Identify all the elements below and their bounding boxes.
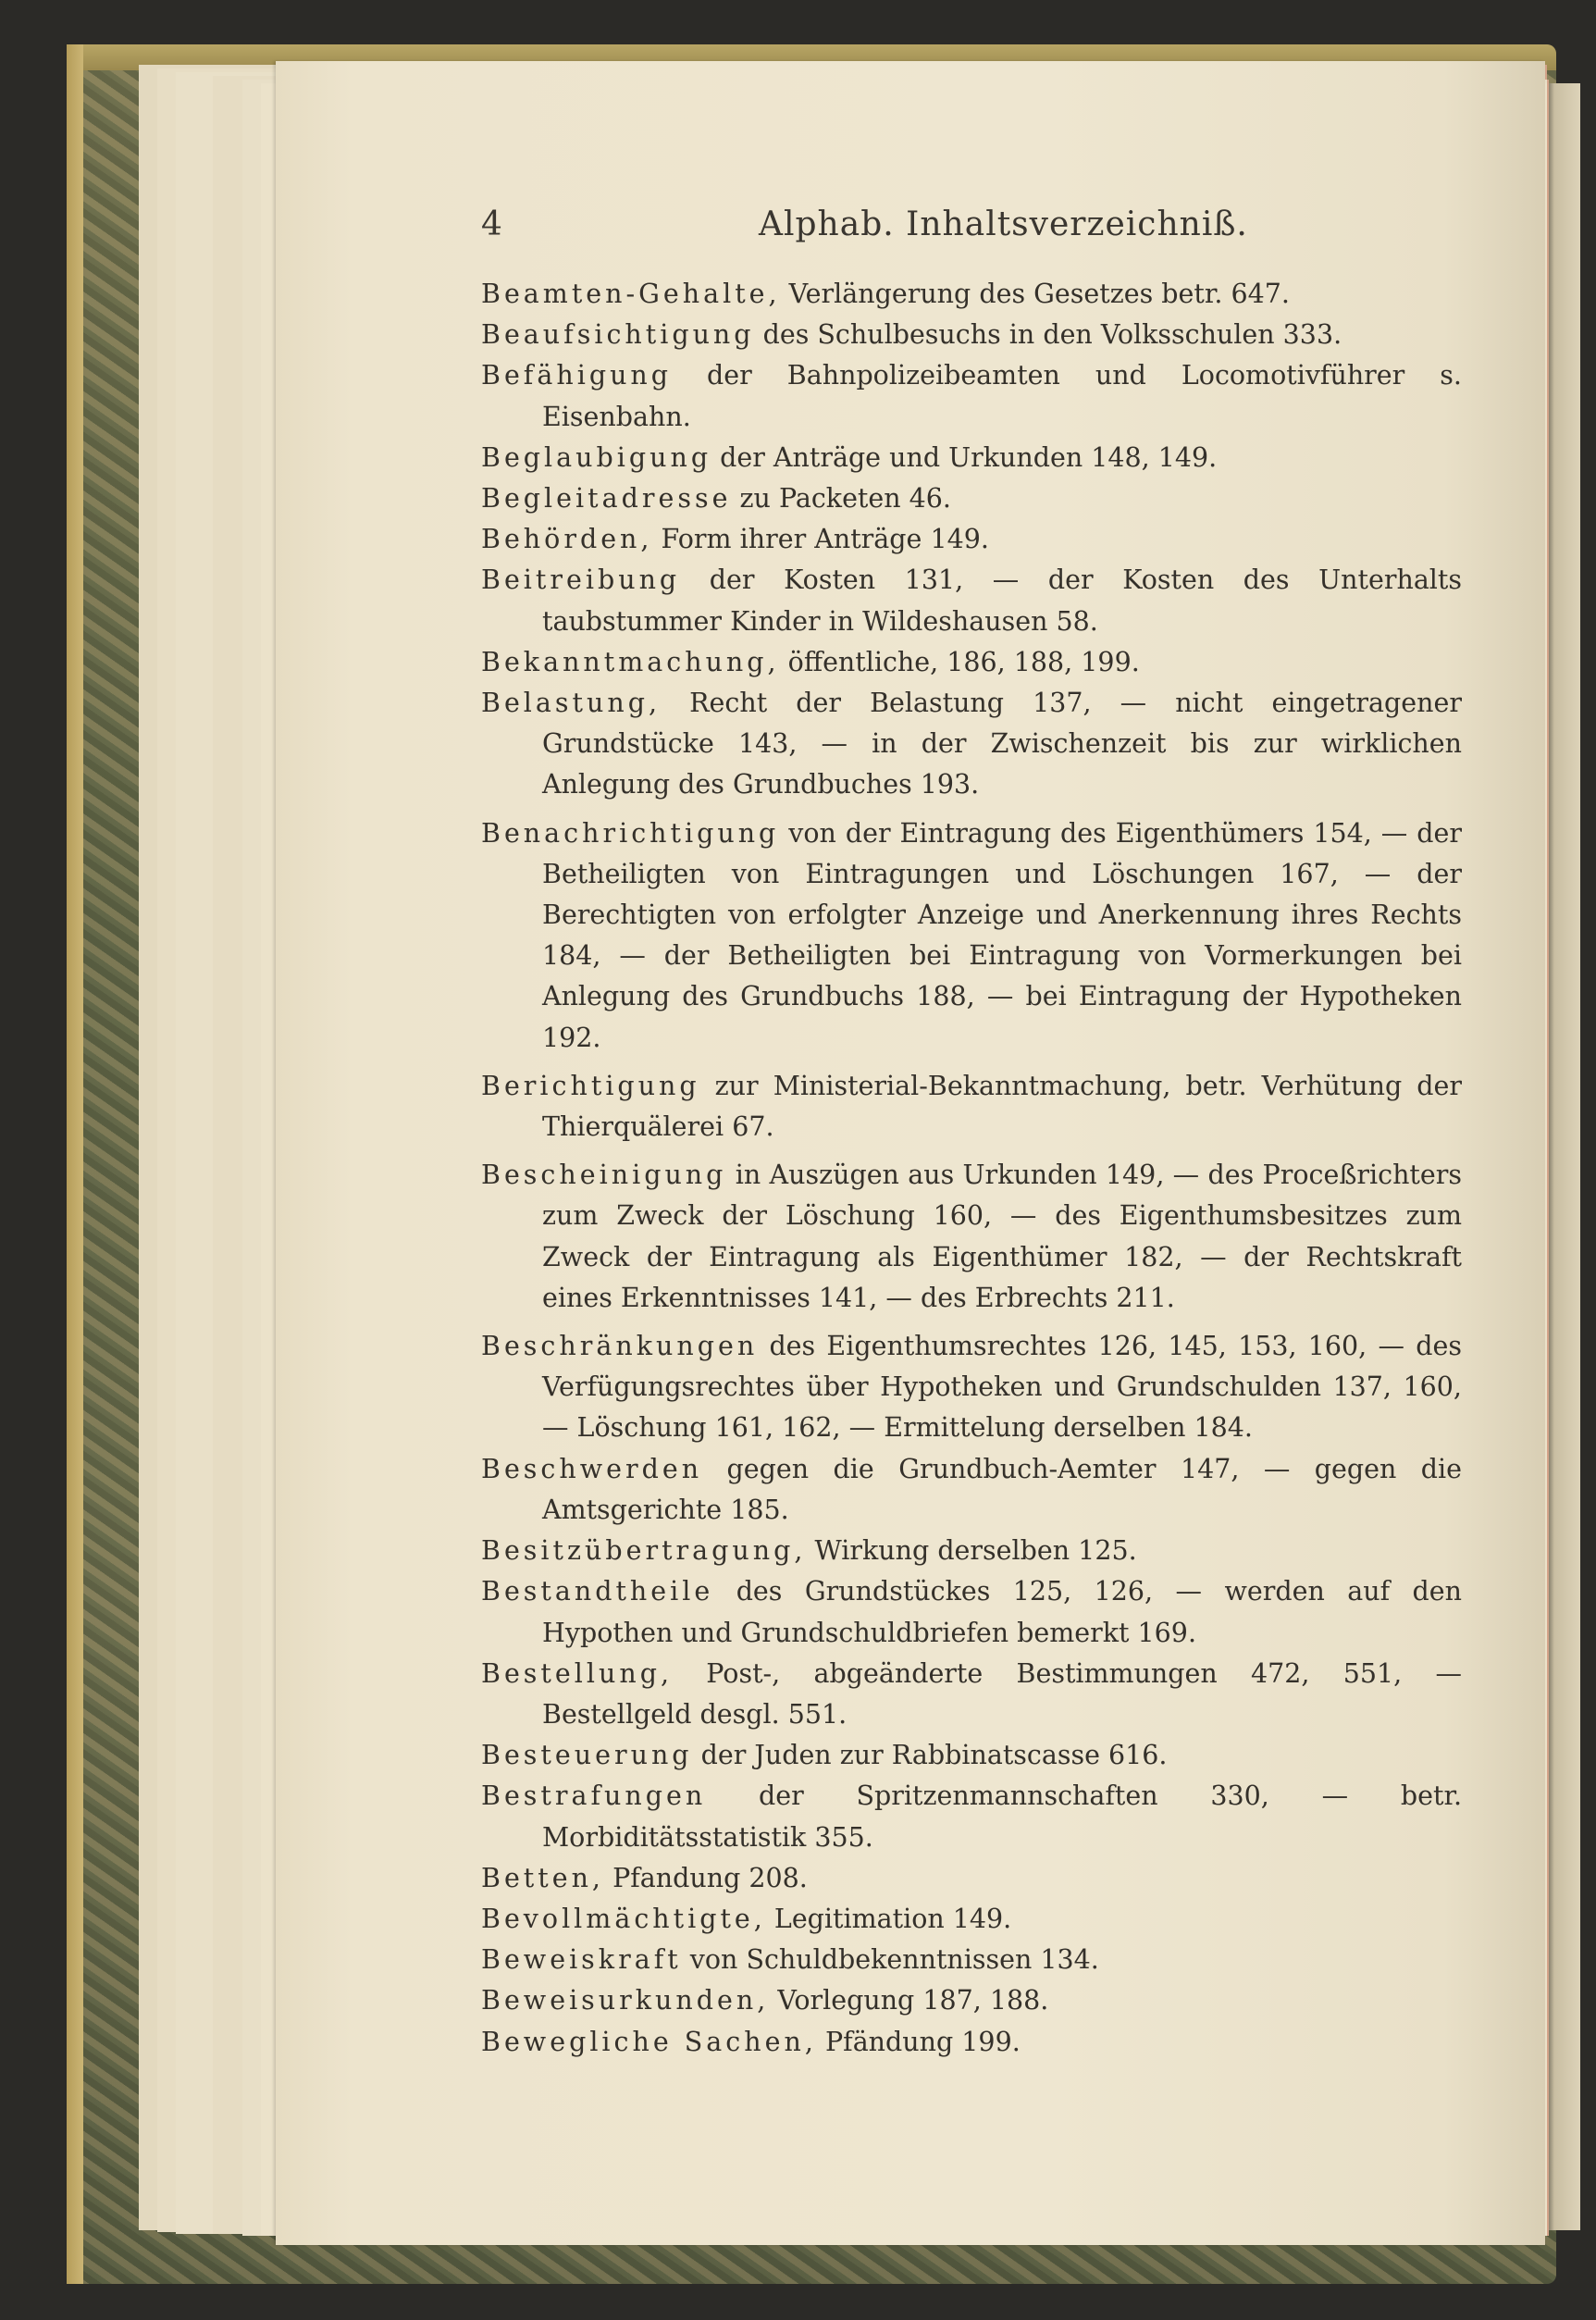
index-entry <box>481 1449 1462 1531</box>
index-entry <box>481 355 1462 437</box>
index-entry <box>481 1531 1462 1571</box>
index-entry <box>481 683 1462 806</box>
entry-keyword: Beamten-Gehalte, <box>481 279 781 309</box>
index-entry <box>481 1776 1462 1857</box>
entry-text: Verlängerung des Gesetzes betr. 647. <box>788 279 1290 309</box>
entry-keyword: Bestrafungen <box>481 1780 707 1812</box>
index-entry <box>481 560 1462 641</box>
entry-keyword: Bestandtheile <box>481 1576 714 1607</box>
entry-text: in Auszügen aus Urkunden 149, — des Proceßrichters zum Zweck der Löschung 160, — des Eigenthumsbesitzes zum Zweck der Eintragung als Eigenthümer 182, — der Rechtskraft eines Erkenntnisses 141, — des Erbrechts 211. <box>542 1160 1462 1313</box>
index-entry <box>481 1326 1462 1449</box>
entry-keyword: Beweiskraft <box>481 1944 682 1976</box>
running-title: Alphab. Inhaltsverzeichniß. <box>759 205 1248 243</box>
entry-keyword: Benachrichtigung <box>481 817 780 849</box>
entry-keyword: Betten, <box>481 1862 604 1893</box>
entry-text: der Juden zur Rabbinatscasse 616. <box>700 1740 1168 1771</box>
next-page-edge <box>1543 83 1580 2230</box>
index-entry <box>481 1858 1462 1899</box>
index-entry <box>481 315 1462 355</box>
index-entry <box>481 274 1462 315</box>
entry-keyword: Behörden, <box>481 524 653 555</box>
entry-keyword: Berichtigung <box>481 1070 700 1101</box>
entry-keyword: Beweisurkunden, <box>481 1985 770 2016</box>
entry-text: Legitimation 149. <box>773 1903 1012 1934</box>
index-entry <box>481 2022 1462 2063</box>
entry-keyword: Beglaubigung <box>481 441 712 473</box>
entry-keyword: Bescheinigung <box>481 1160 727 1191</box>
entry-text: zur Ministerial-Bekanntmachung, betr. Verhütung der Thierquälerei 67. <box>542 1070 1462 1143</box>
entry-text: der Bahnpolizeibeamten und Locomotivführer s. Eisenbahn. <box>542 360 1462 432</box>
cover-left-edge <box>67 44 83 2284</box>
index-list <box>481 274 1462 2063</box>
entry-keyword: Befähigung <box>481 360 673 391</box>
entry-text: Vorlegung 187, 188. <box>777 1985 1049 2016</box>
entry-text: zu Packeten 46. <box>739 483 951 515</box>
index-entry <box>481 478 1462 519</box>
entry-text: Wirkung derselben 125. <box>814 1535 1137 1567</box>
entry-text: des Schulbesuchs in den Volksschulen 333. <box>762 319 1342 351</box>
entry-text: des Grundstückes 125, 126, — werden auf den Hypothen und Grundschuldbriefen bemerkt 169. <box>542 1576 1463 1648</box>
entry-keyword: Bewegliche Sachen, <box>481 2026 817 2057</box>
entry-text: der Kosten 131, — der Kosten des Unterhalts taubstummer Kinder in Wildeshausen 58. <box>542 564 1463 637</box>
index-entry <box>481 1940 1462 1980</box>
index-entry <box>481 1571 1462 1653</box>
entry-keyword: Bestellung, <box>481 1657 673 1689</box>
entry-text: Form ihrer Anträge 149. <box>661 524 989 555</box>
index-entry <box>481 1899 1462 1940</box>
entry-keyword: Begleitadresse <box>481 483 732 515</box>
entry-keyword: Beaufsichtigung <box>481 319 755 351</box>
entry-keyword: Beschränkungen <box>481 1331 759 1362</box>
entry-text: der Spritzenmannschaften 330, — betr. Morbiditätsstatistik 355. <box>542 1780 1463 1853</box>
entry-keyword: Beschwerden <box>481 1453 703 1484</box>
index-entry <box>481 1066 1462 1148</box>
entry-text: öffentliche, 186, 188, 199. <box>787 646 1140 677</box>
page-header <box>481 202 1462 257</box>
index-entry <box>481 1654 1462 1735</box>
entry-text: von Schuldbekenntnissen 134. <box>689 1944 1099 1976</box>
entry-text: von der Eintragung des Eigenthümers 154, — der Betheiligten von Eintragungen und Löschungen 167, — der Berechtigten von erfolgter Anzeige und Anerkennung ihres Rechts 184, — der Betheiligten bei Eintragung von Vormerkungen bei Anlegung des Grundbuchs 188, — bei Eintragung der Hypotheken 192. <box>542 817 1463 1053</box>
entry-keyword: Belastung, <box>481 688 662 719</box>
entry-text: Pfandung 208. <box>612 1862 808 1893</box>
entry-text: Recht der Belastung 137, — nicht eingetragener Grundstücke 143, — in der Zwischenzeit bis zur wirklichen Anlegung des Grundbuches 193. <box>542 688 1462 800</box>
index-entry <box>481 1980 1462 2021</box>
entry-keyword: Besitzübertragung, <box>481 1535 807 1567</box>
entry-text: Post-, abgeänderte Bestimmungen 472, 551, — Bestellgeld desgl. 551. <box>542 1657 1462 1730</box>
index-entry <box>481 813 1462 1059</box>
entry-text: Pfändung 199. <box>824 2026 1021 2057</box>
index-entry <box>481 1155 1462 1319</box>
entry-keyword: Besteuerung <box>481 1740 693 1771</box>
entry-keyword: Bekanntmachung, <box>481 646 780 677</box>
index-entry <box>481 1735 1462 1776</box>
entry-text: gegen die Grundbuch-Aemter 147, — gegen die Amtsgerichte 185. <box>542 1453 1462 1525</box>
index-entry <box>481 642 1462 683</box>
index-entry <box>481 438 1462 478</box>
entry-text: der Anträge und Urkunden 148, 149. <box>720 441 1218 473</box>
entry-keyword: Bevollmächtigte, <box>481 1903 766 1934</box>
page-number: 4 <box>481 205 502 243</box>
entry-keyword: Beitreibung <box>481 564 681 596</box>
index-entry <box>481 519 1462 560</box>
entry-text: des Eigenthumsrechtes 126, 145, 153, 160, — des Verfügungsrechtes über Hypotheken und Grundschulden 137, 160, — Löschung 161, 162, — Ermittelung derselben 184. <box>542 1331 1462 1444</box>
